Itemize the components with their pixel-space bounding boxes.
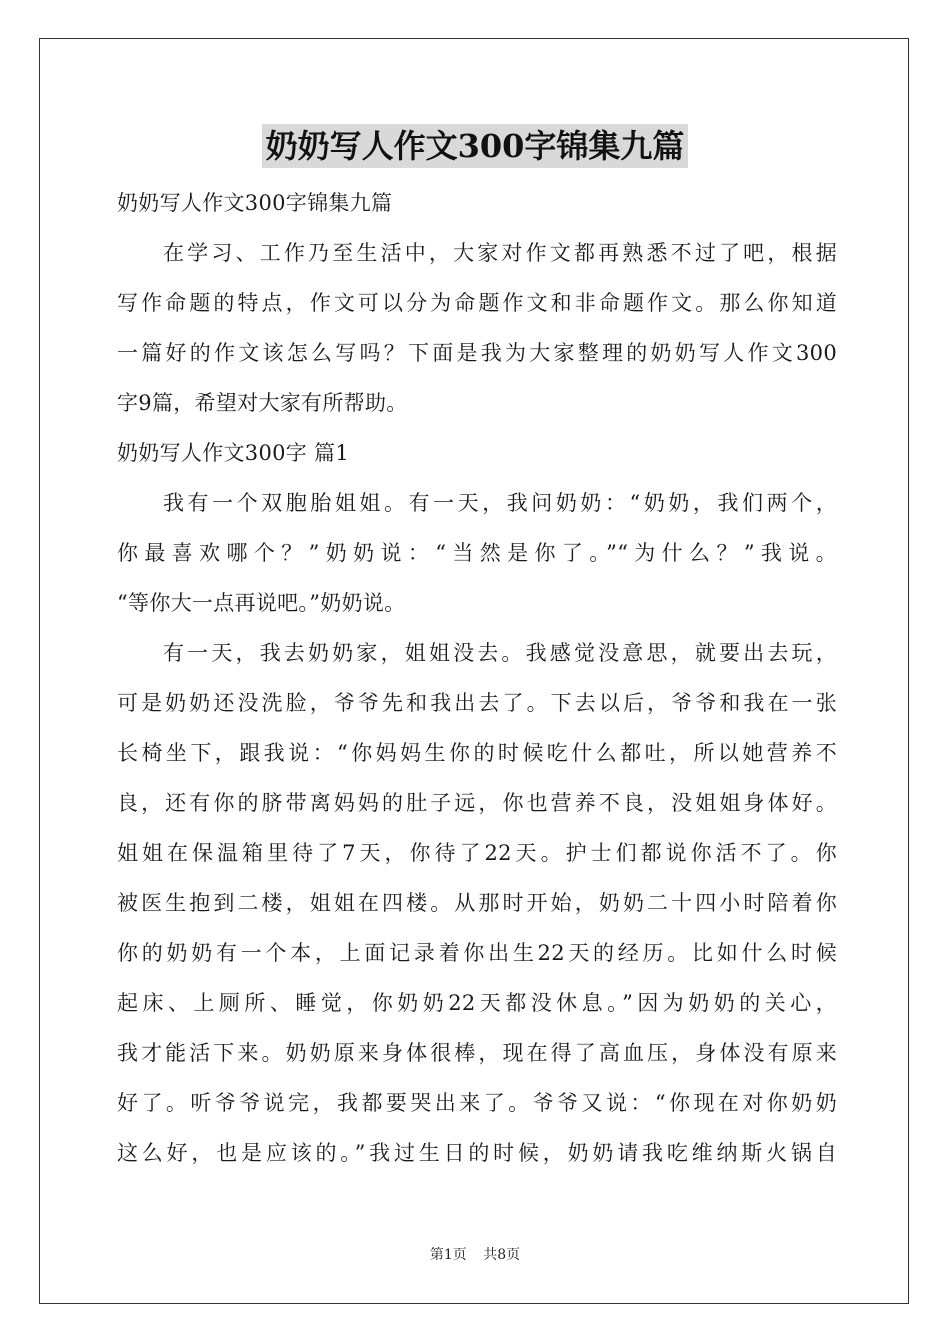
body-line: 好了。听爷爷说完，我都要哭出来了。爷爷又说：“你现在对你奶奶 xyxy=(117,1091,837,1115)
page-number: 第1页 xyxy=(429,1247,467,1263)
body-line: 一篇好的作文该怎么写吗？下面是我为大家整理的奶奶写人作文300 xyxy=(117,341,837,365)
body-line: 我才能活下来。奶奶原来身体很棒，现在得了高血压，身体没有原来 xyxy=(117,1041,837,1065)
body-line: 写作命题的特点，作文可以分为命题作文和非命题作文。那么你知道 xyxy=(117,291,837,315)
title-block xyxy=(0,124,950,168)
section-heading: 奶奶写人作文300字 篇1 xyxy=(117,441,350,465)
body-line: 你最喜欢哪个？”奶奶说：“当然是你了。”“为什么？”我说。 xyxy=(117,541,837,565)
body-line: 你的奶奶有一个本，上面记录着你出生22天的经历。比如什么时候 xyxy=(117,941,837,965)
body-line: 起床、上厕所、睡觉，你奶奶22天都没休息。”因为奶奶的关心， xyxy=(117,991,837,1015)
body-line: 这么好，也是应该的。”我过生日的时候，奶奶请我吃维纳斯火锅自 xyxy=(117,1141,837,1165)
body-line: “等你大一点再说吧。”奶奶说。 xyxy=(117,591,406,615)
document-body xyxy=(117,178,837,1178)
body-line: 良，还有你的脐带离妈妈的肚子远，你也营养不良，没姐姐身体好。 xyxy=(117,791,837,815)
page-footer xyxy=(0,1244,950,1264)
body-line: 姐姐在保温箱里待了7天，你待了22天。护士们都说你活不了。你 xyxy=(117,841,837,865)
page-total: 共8页 xyxy=(483,1247,521,1263)
body-line: 有一天，我去奶奶家，姐姐没去。我感觉没意思，就要出去玩， xyxy=(163,641,837,665)
body-line: 被医生抱到二楼，姐姐在四楼。从那时开始，奶奶二十四小时陪着你 xyxy=(117,891,837,915)
body-line: 字9篇，希望对大家有所帮助。 xyxy=(117,391,408,415)
body-line: 在学习、工作乃至生活中，大家对作文都再熟悉不过了吧，根据 xyxy=(163,241,837,265)
body-line: 长椅坐下，跟我说：“你妈妈生你的时候吃什么都吐，所以她营养不 xyxy=(117,741,837,765)
document-subtitle: 奶奶写人作文300字锦集九篇 xyxy=(117,191,393,215)
body-line: 我有一个双胞胎姐姐。有一天，我问奶奶：“奶奶，我们两个， xyxy=(163,491,837,515)
document-title: 奶奶写人作文300字锦集九篇 xyxy=(262,124,689,168)
body-line: 可是奶奶还没洗脸，爷爷先和我出去了。下去以后，爷爷和我在一张 xyxy=(117,691,837,715)
